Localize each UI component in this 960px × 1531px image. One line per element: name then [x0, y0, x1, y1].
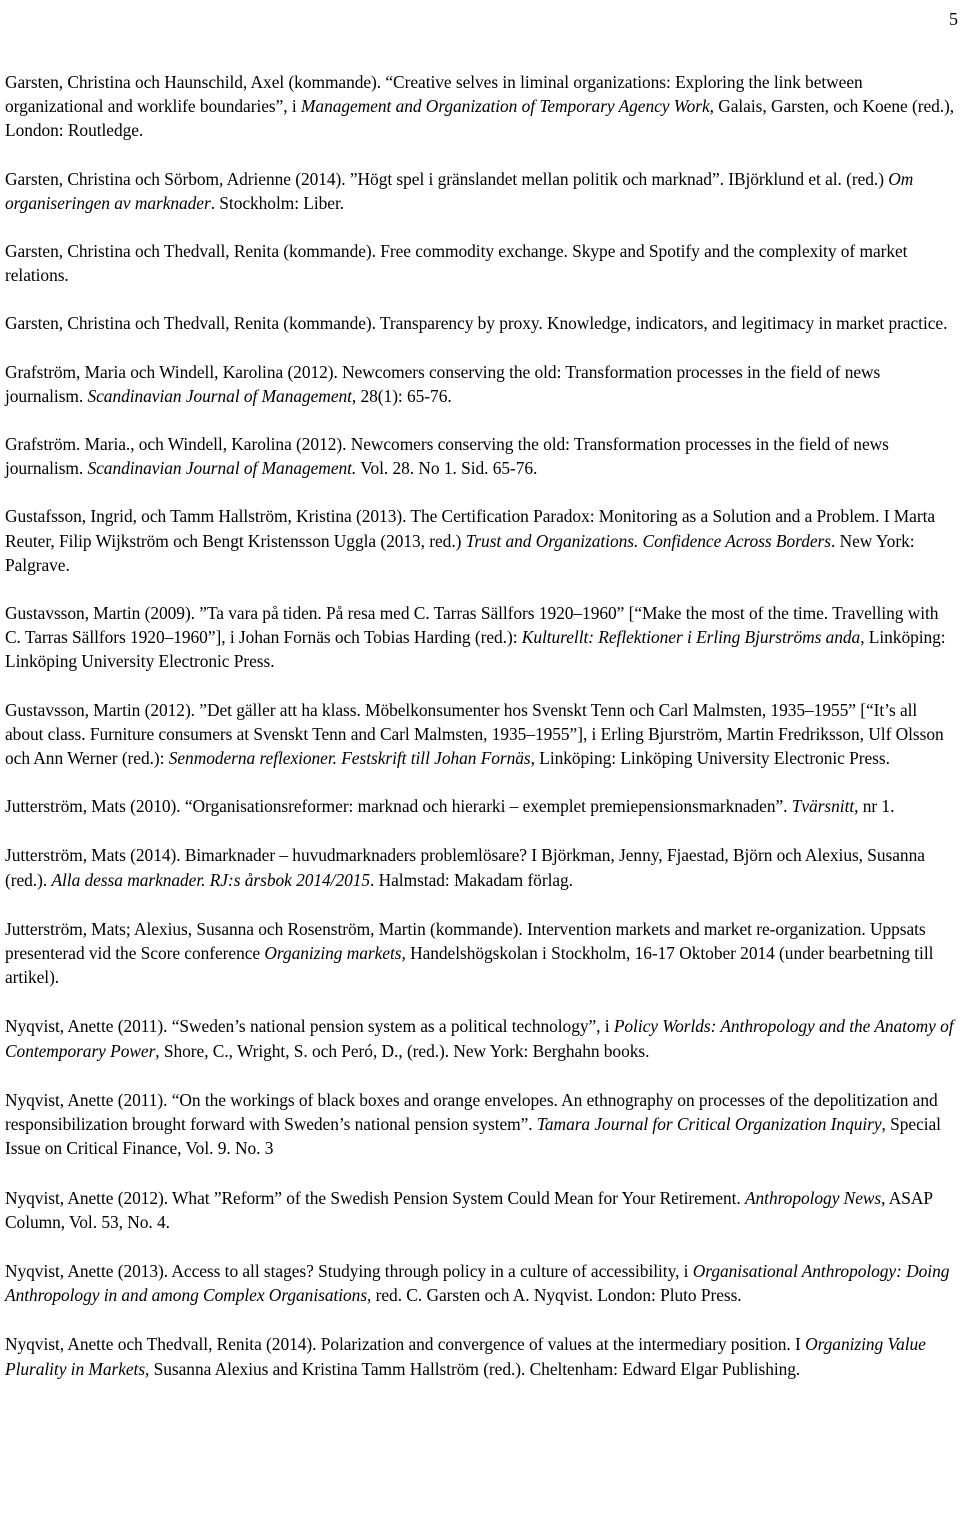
reference-text: Nyqvist, Anette (2012). What ”Reform” of the Swedish Pension System Could Mean for Your Retirement.: [5, 1187, 745, 1208]
reference-title-italic: Organizing Value Plurality in Markets: [5, 1334, 926, 1379]
reference-entry: [5, 1259, 955, 1307]
reference-text: , Galais, Garsten, och Koene (red.), London: Routledge.: [5, 96, 955, 141]
reference-text: , red. C. Garsten och A. Nyqvist. London: Pluto Press.: [367, 1285, 742, 1306]
reference-text: Gustafsson, Ingrid, och Tamm Hallström, Kristina (2013). The Certification Paradox: Monitoring as a Solution and a Problem. I Marta Reuter, Filip Wijkström och Bengt Kristensson Uggla (2013, red.): [5, 506, 936, 551]
reference-text: Grafström, Maria och Windell, Karolina (2012). Newcomers conserving the old: Transformation processes in the field of news journalism.: [5, 361, 881, 406]
reference-text: , Linköping: Linköping University Electronic Press.: [530, 748, 890, 769]
reference-title-italic: Senmoderna reflexioner. Festskrift till Johan Fornäs: [168, 748, 531, 769]
reference-text: Nyqvist, Anette (2011). “On the workings of black boxes and orange envelopes. An ethnography on processes of the depolitization and responsibilization brought forward with Sweden’s national pension system”.: [5, 1089, 938, 1135]
reference-text: . New York: Palgrave.: [5, 530, 915, 575]
reference-text: , Linköping: Linköping University Electronic Press.: [5, 627, 946, 672]
reference-text: Gustavsson, Martin (2009). ”Ta vara på tiden. På resa med C. Tarras Sällfors 1920–1960” [“Make the most of the time. Travelling with C. Tarras Sällfors 1920–1960”], i Johan Fornäs och Tobias Harding (red.):: [5, 603, 939, 648]
reference-text: Nyqvist, Anette (2013). Access to all stages? Studying through policy in a culture of accessibility, i: [5, 1260, 693, 1281]
page-number: 5: [949, 9, 958, 29]
reference-entry: [5, 1332, 955, 1380]
reference-text: Vol. 28. No 1. Sid. 65-76.: [356, 458, 538, 479]
reference-entry: [5, 504, 955, 577]
reference-title-italic: Alla dessa marknader. RJ:s årsbok 2014/2015: [51, 869, 371, 890]
reference-title-italic: Tamara Journal for Critical Organization Inquiry: [536, 1114, 882, 1135]
reference-title-italic: Trust and Organizations. Confidence Across Borders: [465, 530, 831, 551]
reference-entry: [5, 843, 955, 891]
reference-text: . Stockholm: Liber.: [210, 192, 345, 213]
reference-text: Garsten, Christina och Thedvall, Renita (kommande). Transparency by proxy. Knowledge, indicators, and legitimacy in market practice.: [5, 313, 948, 334]
reference-title-italic: Scandinavian Journal of Management.: [87, 458, 357, 479]
reference-title-italic: Anthropology News: [744, 1187, 882, 1208]
reference-text: , ASAP Column, Vol. 53, No. 4.: [5, 1187, 933, 1232]
reference-text: , nr 1.: [854, 796, 895, 817]
reference-title-italic: Policy Worlds: Anthropology and the Anatomy of Contemporary Power: [5, 1016, 954, 1061]
reference-text: , Susanna Alexius and Kristina Tamm Hallström (red.). Cheltenham: Edward Elgar Publishing.: [145, 1358, 801, 1379]
reference-entry: [5, 1186, 955, 1234]
reference-text: Jutterström, Mats (2014). Bimarknader – huvudmarknaders problemlösare? I Björkman, Jenny, Fjaestad, Björn och Alexius, Susanna (red.).: [5, 845, 925, 890]
reference-entry: [5, 1088, 955, 1161]
reference-entry: [5, 311, 955, 335]
reference-entry: [5, 70, 955, 143]
reference-text: Garsten, Christina och Thedvall, Renita (kommande). Free commodity exchange. Skype and Spotify and the complexity of market relations.: [5, 241, 908, 286]
reference-text: Jutterström, Mats; Alexius, Susanna och Rosenström, Martin (kommande). Intervention markets and market re-organization. Uppsats presenterad vid the Score conference: [5, 918, 926, 964]
reference-entry: [5, 432, 955, 480]
reference-entry: [5, 917, 955, 990]
reference-title-italic: Organizing markets,: [264, 943, 406, 964]
reference-entry: [5, 167, 955, 215]
reference-text: Handelshögskolan i Stockholm, 16-17 Oktober 2014 (under bearbetning till artikel).: [5, 943, 934, 988]
reference-text: Gustavsson, Martin (2012). ”Det gäller att ha klass. Möbelkonsumenter hos Svenskt Tenn och Carl Malmsten, 1935–1955” [“It’s all about class. Furniture consumers at Svenskt Tenn and Carl Malmsten, 1935–1955”], i Erling Bjurström, Martin Fredriksson, Ulf Olsson och Ann Werner (red.):: [5, 699, 944, 769]
reference-text: Garsten, Christina och Sörbom, Adrienne (2014). ”Högt spel i gränslandet mellan politik och marknad”. IBjörklund et al. (red.): [5, 168, 889, 189]
reference-entry: [5, 601, 955, 674]
reference-title-italic: Tvärsnitt: [791, 796, 855, 817]
reference-text: , 28(1): 65-76.: [351, 385, 452, 406]
reference-title-italic: Kulturellt: Reflektioner i Erling Bjurströms anda: [521, 627, 861, 648]
reference-title-italic: Scandinavian Journal of Management: [87, 385, 352, 406]
reference-title-italic: Om organiseringen av marknader: [5, 168, 914, 213]
reference-entry: [5, 698, 955, 771]
reference-entry: [5, 360, 955, 408]
reference-text: Nyqvist, Anette (2011). “Sweden’s national pension system as a political technology”, i: [5, 1016, 614, 1037]
reference-title-italic: Organisational Anthropology: Doing Anthropology in and among Complex Organisations: [5, 1260, 950, 1306]
reference-list: [5, 70, 955, 1406]
reference-text: Nyqvist, Anette och Thedvall, Renita (2014). Polarization and convergence of values at the intermediary position. I: [5, 1334, 806, 1355]
reference-entry: [5, 794, 955, 818]
reference-text: Grafström. Maria., och Windell, Karolina (2012). Newcomers conserving the old: Transformation processes in the field of news journalism.: [5, 434, 889, 479]
reference-text: Jutterström, Mats (2010). “Organisationsreformer: marknad och hierarki – exemplet premiepensionsmarknaden”.: [5, 796, 792, 817]
reference-text: . Halmstad: Makadam förlag.: [370, 869, 573, 890]
reference-text: , Special Issue on Critical Finance, Vol. 9. No. 3: [5, 1114, 941, 1159]
reference-entry: [5, 1014, 955, 1062]
reference-entry: [5, 239, 955, 287]
reference-text: , Shore, C., Wright, S. och Peró, D., (red.). New York: Berghahn books.: [155, 1040, 650, 1061]
reference-text: Garsten, Christina och Haunschild, Axel (kommande). “Creative selves in liminal organizations: Exploring the link between organizational and worklife boundaries”, i: [5, 72, 863, 117]
reference-title-italic: Management and Organization of Temporary Agency Work: [300, 96, 710, 117]
